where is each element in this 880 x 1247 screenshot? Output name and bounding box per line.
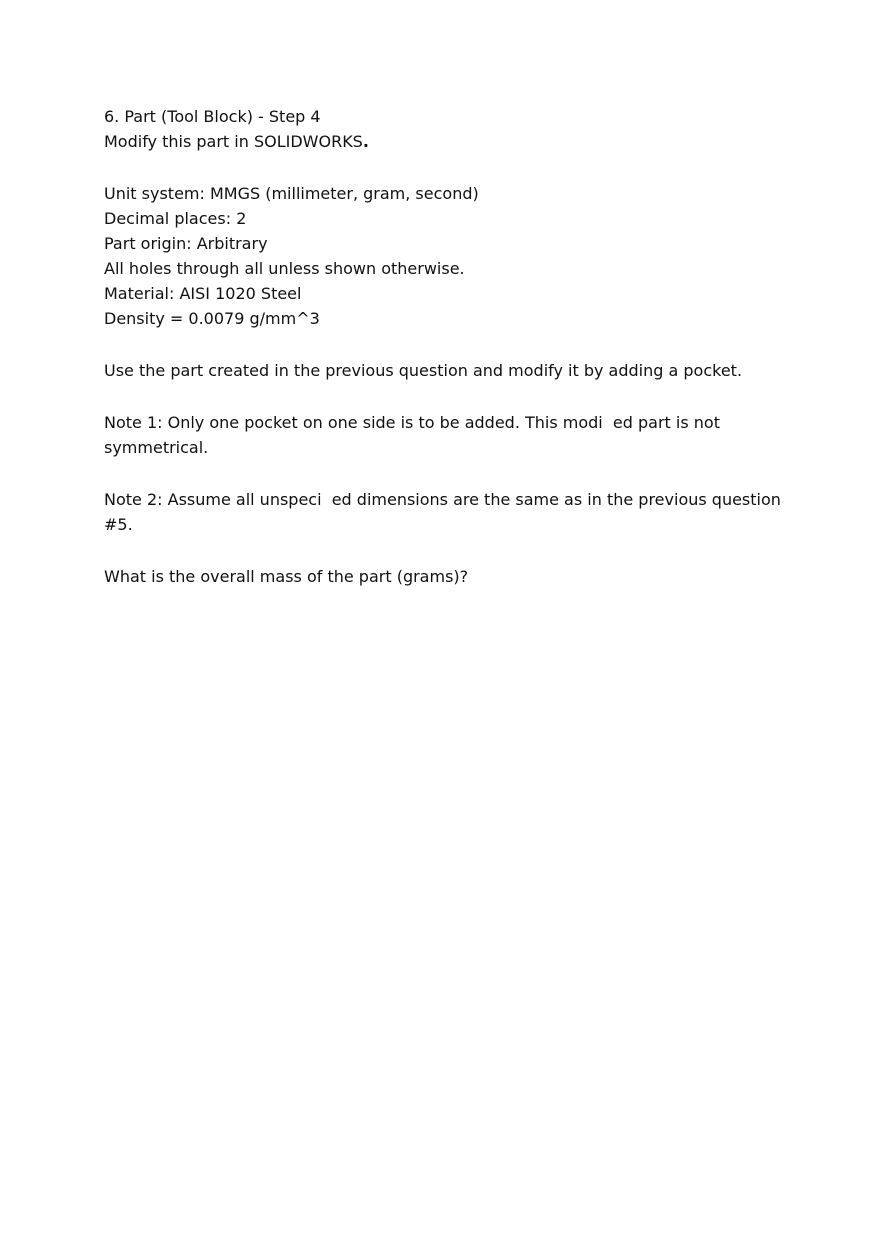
spacer bbox=[104, 331, 784, 358]
document-page bbox=[104, 104, 787, 589]
instruction-text: Use the part created in the previous question and modify it by adding a pocket. bbox=[104, 361, 743, 380]
spec-holes: All holes through all unless shown otherwise. bbox=[104, 259, 465, 278]
spec-material: Material: AISI 1020 Steel bbox=[104, 284, 302, 303]
question-text: What is the overall mass of the part (grams)? bbox=[104, 567, 469, 586]
note-2: Note 2: Assume all unspeci ed dimensions are the same as in the previous question #5. bbox=[104, 490, 787, 534]
document-title: 6. Part (Tool Block) - Step 4 bbox=[104, 107, 321, 126]
note-1: Note 1: Only one pocket on one side is to be added. This modi ed part is not symmetrical. bbox=[104, 413, 726, 457]
spacer bbox=[104, 383, 784, 410]
spec-part-origin: Part origin: Arbitrary bbox=[104, 234, 268, 253]
spec-density: Density = 0.0079 g/mm^3 bbox=[104, 309, 320, 328]
document-subtitle bbox=[104, 129, 784, 154]
subtitle-period: . bbox=[362, 132, 369, 151]
subtitle-text: Modify this part in SOLIDWORKS bbox=[104, 132, 363, 151]
spacer bbox=[104, 460, 784, 487]
spacer bbox=[104, 154, 784, 181]
spec-decimal-places: Decimal places: 2 bbox=[104, 209, 247, 228]
spec-unit-system: Unit system: MMGS (millimeter, gram, second) bbox=[104, 184, 479, 203]
spacer bbox=[104, 537, 784, 564]
